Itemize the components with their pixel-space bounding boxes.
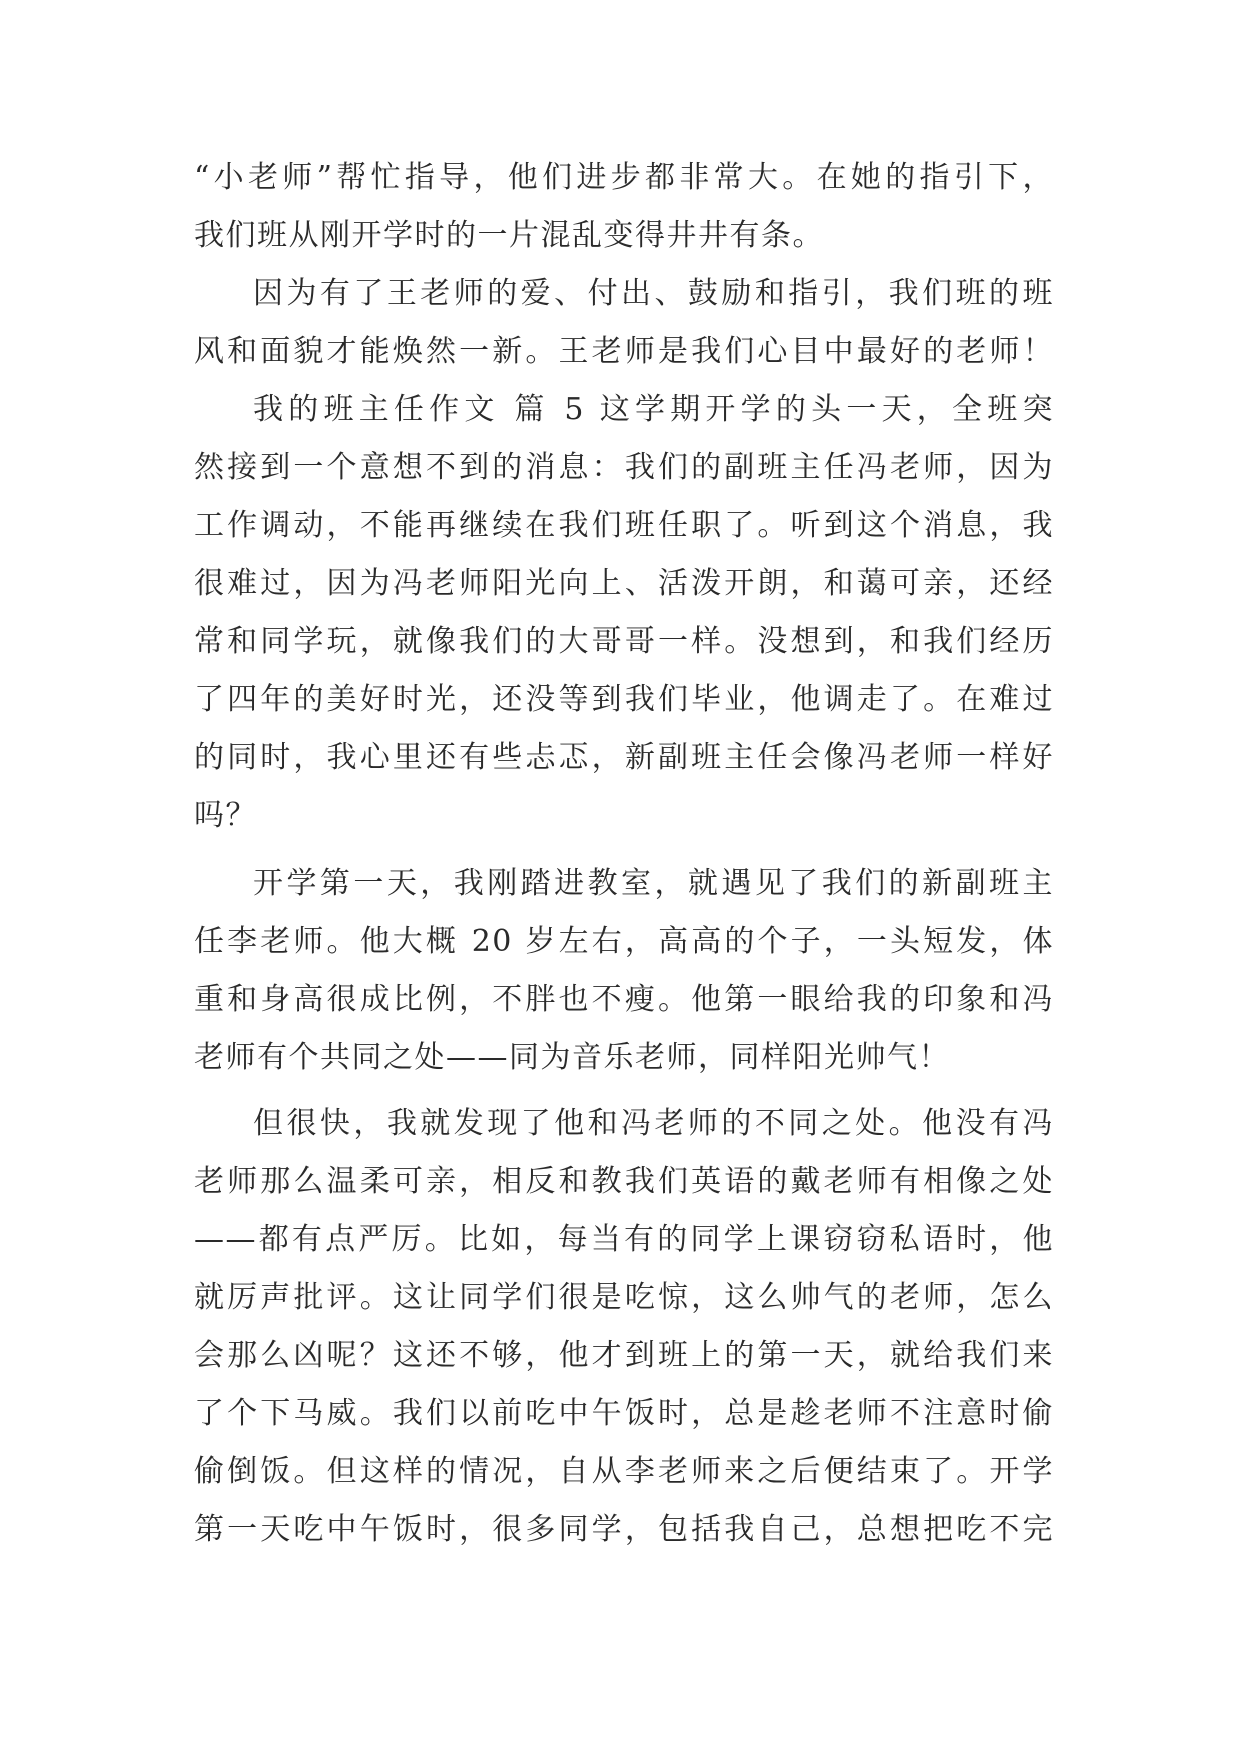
text-line: 了个下马威。我们以前吃中午饭时，总是趁老师不注意时偷 <box>194 1396 1054 1431</box>
text-line: 吗？ <box>194 798 257 833</box>
text-line: 然接到一个意想不到的消息：我们的副班主任冯老师，因为 <box>194 450 1054 485</box>
text-line: 任李老师。他大概 20 岁左右，高高的个子，一头短发，体 <box>194 924 1054 959</box>
text-line: 就厉声批评。这让同学们很是吃惊，这么帅气的老师，怎么 <box>194 1280 1054 1315</box>
text-line: 我的班主任作文 篇 5 这学期开学的头一天，全班突 <box>253 392 1054 427</box>
text-line: 但很快，我就发现了他和冯老师的不同之处。他没有冯 <box>253 1106 1054 1141</box>
text-line: 因为有了王老师的爱、付出、鼓励和指引，我们班的班 <box>253 276 1054 311</box>
text-line: 老师那么温柔可亲，相反和教我们英语的戴老师有相像之处 <box>194 1164 1054 1199</box>
text-line: 了四年的美好时光，还没等到我们毕业，他调走了。在难过 <box>194 682 1054 717</box>
text-line: 常和同学玩，就像我们的大哥哥一样。没想到，和我们经历 <box>194 624 1054 659</box>
text-line: 偷倒饭。但这样的情况，自从李老师来之后便结束了。开学 <box>194 1454 1054 1489</box>
text-line: 第一天吃中午饭时，很多同学，包括我自己，总想把吃不完 <box>194 1512 1054 1547</box>
text-line: 很难过，因为冯老师阳光向上、活泼开朗，和蔼可亲，还经 <box>194 566 1054 601</box>
text-line: ——都有点严厉。比如，每当有的同学上课窃窃私语时，他 <box>194 1222 1054 1257</box>
text-line: 开学第一天，我刚踏进教室，就遇见了我们的新副班主 <box>253 866 1054 901</box>
text-line: 工作调动，不能再继续在我们班任职了。听到这个消息，我 <box>194 508 1054 543</box>
text-line: 我们班从刚开学时的一片混乱变得井井有条。 <box>194 218 824 253</box>
text-line: 重和身高很成比例，不胖也不瘦。他第一眼给我的印象和冯 <box>194 982 1054 1017</box>
text-line: “小老师”帮忙指导，他们进步都非常大。在她的指引下， <box>194 160 1054 195</box>
text-line: 风和面貌才能焕然一新。王老师是我们心目中最好的老师！ <box>194 334 1054 369</box>
text-line: 会那么凶呢？这还不够，他才到班上的第一天，就给我们来 <box>194 1338 1054 1373</box>
text-line: 老师有个共同之处——同为音乐老师，同样阳光帅气！ <box>194 1040 950 1075</box>
text-line: 的同时，我心里还有些忐忑，新副班主任会像冯老师一样好 <box>194 740 1054 775</box>
